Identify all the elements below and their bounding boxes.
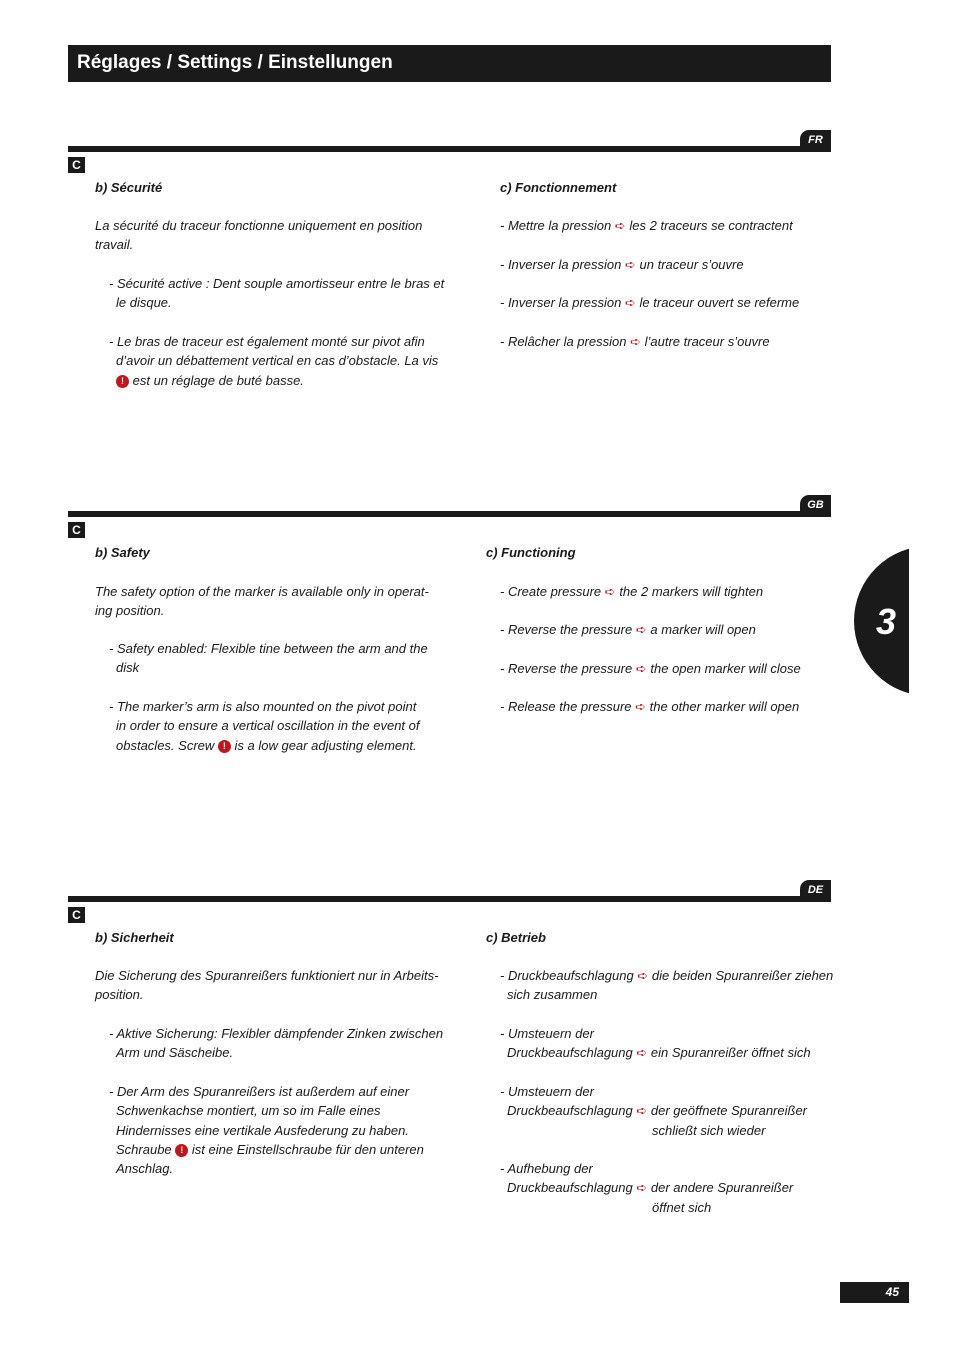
arrow-right-icon: ➪ [635, 699, 647, 714]
heading-functioning: c) Functioning [486, 545, 576, 560]
arrow-right-icon: ➪ [636, 1180, 648, 1196]
arrow-right-icon: ➪ [630, 334, 641, 349]
text-line: is a low gear adjusting element. [234, 737, 417, 753]
item-text: Druckbeaufschlagung [507, 1180, 633, 1196]
list-item [500, 332, 770, 351]
text-line: position. [95, 987, 144, 1003]
item-text: the other marker will open [649, 699, 800, 714]
para-safety-2 [109, 639, 428, 678]
item-text: the 2 markers will tighten [619, 584, 764, 599]
heading-fonctionnement: c) Fonctionnement [500, 180, 617, 195]
section-rule [68, 511, 831, 517]
para-sicherheit-2 [109, 1024, 443, 1063]
item-text: öffnet sich [652, 1199, 712, 1215]
para-securite-3 [109, 332, 438, 390]
warning-marker-icon: ! [218, 740, 231, 753]
language-tab-gb: GB [800, 495, 831, 517]
list-item [500, 1159, 793, 1217]
para-sicherheit-3 [109, 1082, 424, 1178]
heading-betrieb: c) Betrieb [486, 930, 546, 945]
section-fr [0, 130, 954, 500]
text-line: - Le bras de traceur est également monté sur pivot afin [109, 334, 425, 349]
text-line: le disque. [116, 295, 172, 311]
item-text: a marker will open [650, 622, 756, 637]
text-line: obstacles. Screw [116, 737, 215, 753]
para-securite-1 [95, 216, 422, 255]
text-line: La sécurité du traceur fonctionne uniquement en position [95, 218, 423, 233]
text-line: Die Sicherung des Spuranreißers funktioniert nur in Arbeits- [95, 968, 439, 983]
item-text: le traceur ouvert se referme [639, 295, 800, 310]
text-line: in order to ensure a vertical oscillation in the event of [116, 718, 420, 734]
item-text: ein Spuranreißer öffnet sich [650, 1045, 811, 1061]
text-line: Arm und Säscheibe. [116, 1045, 234, 1061]
text-line: Anschlag. [116, 1161, 174, 1177]
item-text: - Umsteuern der [500, 1084, 594, 1099]
text-line: Hindernisses eine vertikale Ausfederung zu haben. [116, 1122, 409, 1138]
text-line: - Aktive Sicherung: Flexibler dämpfender Zinken zwischen [109, 1026, 444, 1041]
list-item [500, 697, 799, 716]
language-tab-fr: FR [800, 130, 831, 152]
chapter-number: 3 [876, 601, 897, 642]
arrow-right-icon: ➪ [625, 257, 636, 272]
arrow-right-icon: ➪ [625, 295, 636, 310]
arrow-right-icon: ➪ [636, 1103, 648, 1119]
item-text: der geöffnete Spuranreißer [650, 1103, 808, 1119]
list-item [500, 1024, 811, 1063]
arrow-right-icon: ➪ [636, 1045, 648, 1061]
item-text: - Release the pressure [500, 699, 632, 714]
item-text: - Umsteuern der [500, 1026, 594, 1041]
text-line: - Der Arm des Spuranreißers ist außerdem auf einer [109, 1084, 410, 1099]
arrow-right-icon: ➪ [604, 584, 616, 599]
para-safety-1 [95, 582, 429, 621]
para-safety-3 [109, 697, 420, 755]
para-securite-2 [109, 274, 444, 313]
list-item [500, 1082, 807, 1140]
page-title: Réglages / Settings / Einstellungen [77, 52, 393, 73]
arrow-right-icon: ➪ [637, 968, 649, 983]
list-item [500, 966, 833, 1005]
text-line: d’avoir un débattement vertical en cas d’obstacle. La vis [116, 353, 439, 369]
list-item [500, 582, 763, 601]
warning-marker-icon: ! [175, 1144, 188, 1157]
item-text: - Druckbeaufschlagung [500, 968, 634, 983]
text-line: ing position. [95, 603, 165, 619]
text-line: Schraube [116, 1141, 172, 1157]
item-text: Druckbeaufschlagung [507, 1103, 633, 1119]
section-rule [68, 146, 831, 152]
item-text: l’autre traceur s’ouvre [644, 334, 770, 349]
list-item [500, 620, 756, 639]
item-text: les 2 traceurs se contractent [629, 218, 793, 233]
warning-marker-icon: ! [116, 375, 129, 388]
text-line: The safety option of the marker is available only in operat- [95, 584, 429, 599]
item-text: schließt sich wieder [652, 1122, 766, 1138]
text-line: - The marker’s arm is also mounted on the pivot point [109, 699, 417, 714]
arrow-right-icon: ➪ [614, 218, 626, 233]
item-text: - Inverser la pression [500, 295, 622, 310]
item-text: - Reverse the pressure [500, 661, 633, 676]
item-text: - Inverser la pression [500, 257, 622, 272]
list-item [500, 659, 801, 678]
item-text: the open marker will close [650, 661, 801, 676]
item-text: - Reverse the pressure [500, 622, 633, 637]
language-tab-de: DE [800, 880, 831, 902]
text-line: - Sécurité active : Dent souple amortisseur entre le bras et [109, 276, 445, 291]
para-sicherheit-1 [95, 966, 438, 1005]
arrow-right-icon: ➪ [635, 661, 647, 676]
page-number: 45 [840, 1282, 909, 1303]
item-text: - Aufhebung der [500, 1161, 593, 1176]
list-item [500, 255, 744, 274]
item-text: die beiden Spuranreißer ziehen [651, 968, 834, 983]
section-de [0, 880, 954, 1260]
text-line: Schwenkachse montiert, um so im Falle eines [116, 1103, 381, 1119]
heading-securite: b) Sécurité [95, 180, 163, 195]
text-line: ist eine Einstellschraube für den unteren [191, 1141, 424, 1157]
text-line: travail. [95, 237, 134, 253]
heading-safety: b) Safety [95, 545, 150, 560]
page-header [68, 45, 831, 82]
item-text: - Create pressure [500, 584, 602, 599]
item-text: - Relâcher la pression [500, 334, 627, 349]
section-rule [68, 896, 831, 902]
item-text: sich zusammen [507, 987, 598, 1003]
list-item [500, 216, 793, 235]
list-item [500, 293, 799, 312]
section-label-c: C [68, 522, 85, 538]
item-text: un traceur s’ouvre [639, 257, 744, 272]
item-text: Druckbeaufschlagung [507, 1045, 633, 1061]
section-label-c: C [68, 157, 85, 173]
section-label-c: C [68, 907, 85, 923]
text-line: disk [116, 660, 140, 676]
item-text: - Mettre la pression [500, 218, 612, 233]
text-line: - Safety enabled: Flexible tine between the arm and the [109, 641, 428, 656]
section-gb [0, 495, 954, 865]
text-line: est un réglage de buté basse. [132, 372, 304, 388]
heading-sicherheit: b) Sicherheit [95, 930, 174, 945]
item-text: der andere Spuranreißer [650, 1180, 794, 1196]
arrow-right-icon: ➪ [635, 622, 647, 637]
